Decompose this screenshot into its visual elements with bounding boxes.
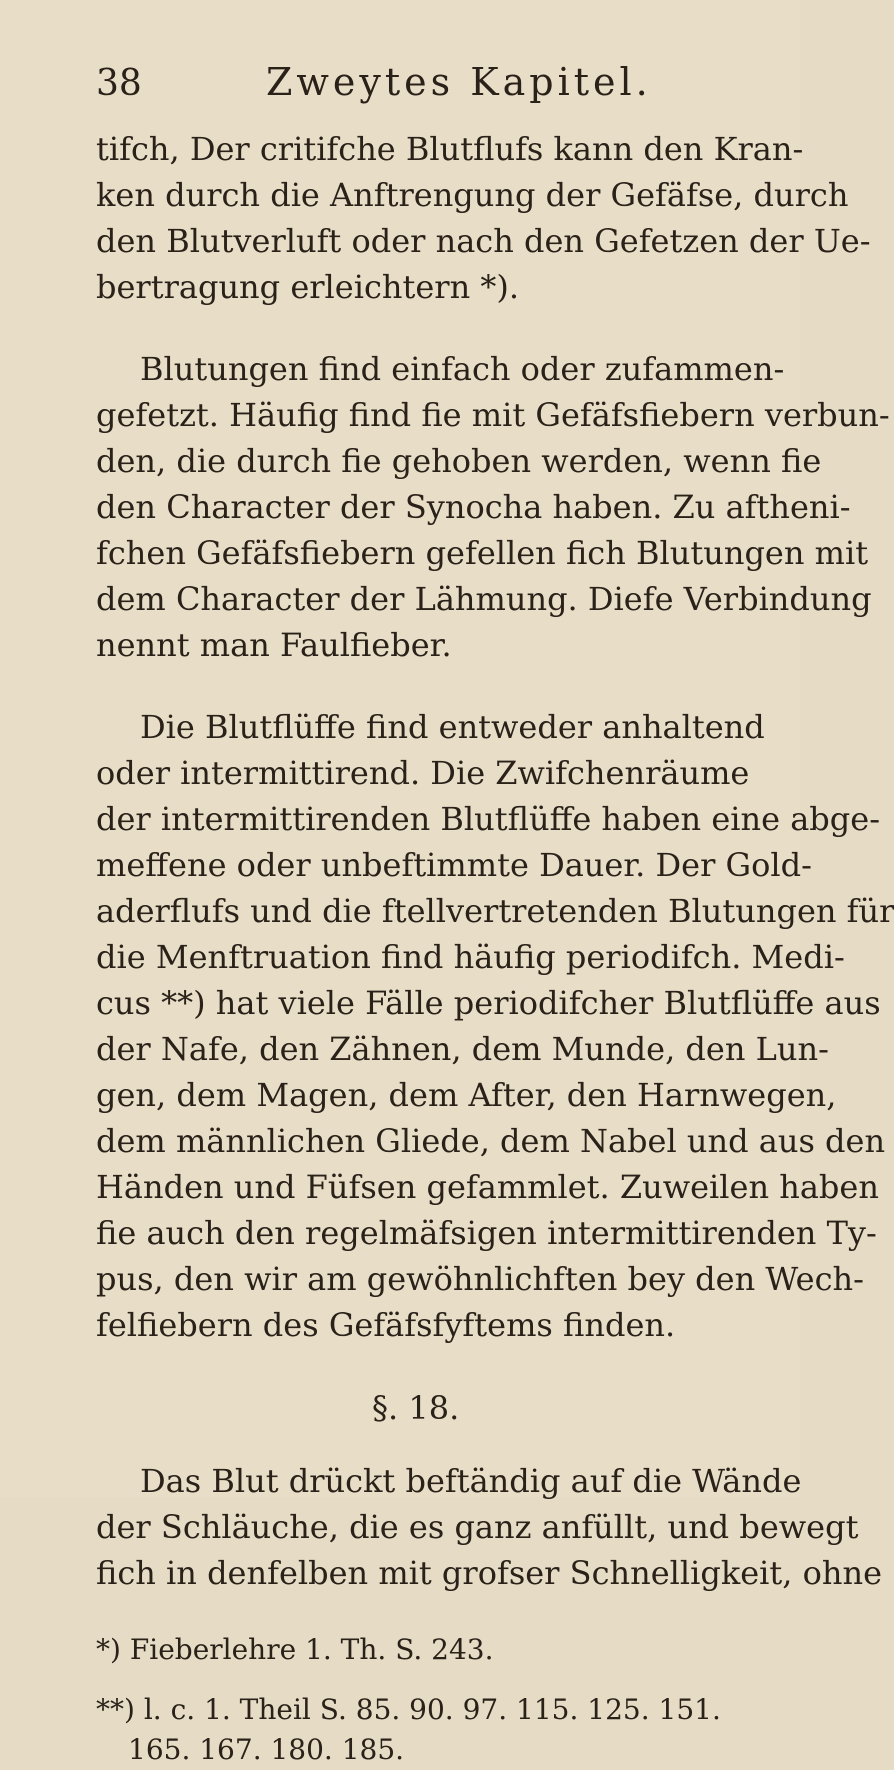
text-line: Die Blutflüffe find entweder anhaltend [140,708,765,746]
text-line: fchen Gefäfsfiebern gefellen fich Blutungen mit [96,534,869,572]
paragraph-1 [96,126,871,310]
text-line: ken durch die Anftrengung der Gefäfse, durch [96,176,849,214]
text-line: fie auch den regelmäfsigen intermittirenden Ty- [96,1214,877,1252]
text-line: oder intermittirend. Die Zwifchenräume [96,754,750,792]
text-line: aderflufs und die ftellvertretenden Blutungen für [96,892,894,930]
text-line: die Menftruation find häufig periodifch. Medi- [96,938,845,976]
footnote-continuation: 165. 167. 180. 185. [128,1733,405,1766]
text-line: dem männlichen Gliede, dem Nabel und aus den [96,1122,886,1160]
text-line: Blutungen find einfach oder zufammen- [140,350,785,388]
text-line: der Nafe, den Zähnen, dem Munde, den Lun- [96,1030,829,1068]
text-line: den, die durch fie gehoben werden, wenn fie [96,442,822,480]
text-line: bertragung erleichtern *). [96,268,520,306]
paragraph-3 [96,704,894,1348]
text-line: cus **) hat viele Fälle periodifcher Blutflüffe aus [96,984,881,1022]
text-line: der Schläuche, die es ganz anfüllt, und bewegt [96,1508,859,1546]
page-header [96,60,760,108]
text-line: nennt man Faulfieber. [96,626,452,664]
page-number: 38 [96,63,142,104]
text-line: felfiebern des Gefäfsfyftems finden. [96,1306,676,1344]
text-line: meffene oder unbeftimmte Dauer. Der Gold- [96,846,812,884]
text-line: gefetzt. Häufig find fie mit Gefäfsfiebern verbun- [96,396,890,434]
text-line: fich in denfelben mit grofser Schnelligkeit, ohne [96,1554,883,1592]
text-line: Das Blut drückt beftändig auf die Wände [140,1462,802,1500]
text-line: den Character der Synocha haben. Zu aftheni- [96,488,851,526]
running-head: Zweytes Kapitel. [266,60,652,104]
text-line: gen, dem Magen, dem After, den Harnwegen, [96,1076,837,1114]
footnote: *) Fieberlehre 1. Th. S. 243. [96,1633,494,1666]
paragraph-2 [96,346,890,668]
footnotes [96,1630,760,1770]
text-line: Händen und Füfsen gefammlet. Zuweilen haben [96,1168,879,1206]
text-line: den Blutverluft oder nach den Gefetzen der Ue- [96,222,871,260]
text-line: der intermittirenden Blutflüffe haben eine abge- [96,800,880,838]
text-line: tifch, Der critifche Blutflufs kann den Kran- [96,130,804,168]
text-line: pus, den wir am gewöhnlichften bey den Wech- [96,1260,864,1298]
section-paragraph [96,1458,883,1596]
footnote: **) l. c. 1. Theil S. 85. 90. 97. 115. 125. 151. [96,1693,721,1726]
text-line: dem Character der Lähmung. Diefe Verbindung [96,580,872,618]
section-mark: §. 18. [372,1389,460,1427]
